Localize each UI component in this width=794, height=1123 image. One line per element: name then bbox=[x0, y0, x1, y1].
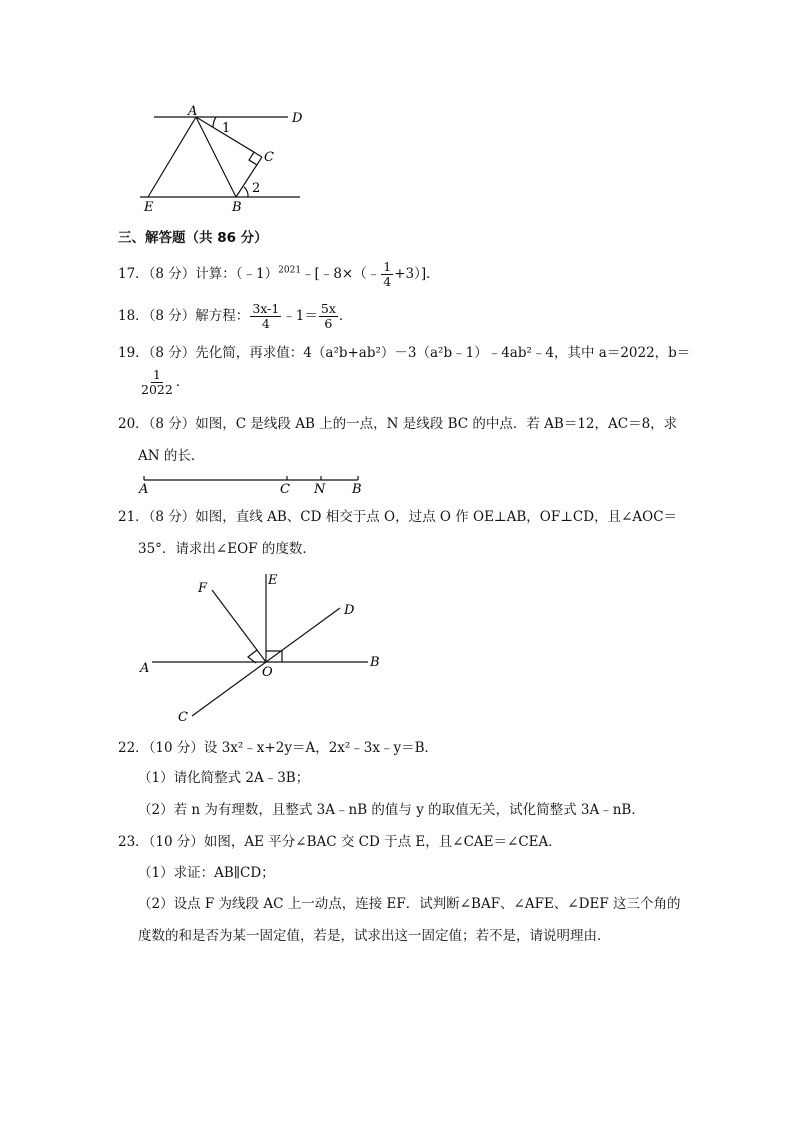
question-18: 18．（8 分）解方程： $\frac{3x-1}{4}$ ﹣1＝ $\frac{5x}{6}$ ． bbox=[118, 301, 353, 331]
question-23-part1: （1）求证：AB∥CD； bbox=[138, 865, 275, 881]
label-A: A bbox=[188, 104, 198, 119]
question-22-part1: （1）请化简整式 2A﹣3B； bbox=[138, 770, 310, 786]
question-22-part2: （2）若 n 为有理数，且整式 3A﹣nB 的值与 y 的取值无关，试化简整式 3A﹣nB． bbox=[138, 802, 645, 818]
label-C: C bbox=[178, 710, 188, 725]
question-21-line2: 35°．请求出∠EOF 的度数． bbox=[138, 541, 316, 557]
question-23-part2: （2）设点 F 为线段 AC 上一动点，连接 EF．试判断∠BAF、∠AFE、∠DEF 这三个角的 bbox=[138, 896, 681, 912]
label-C: C bbox=[280, 482, 290, 497]
label-B: B bbox=[370, 655, 380, 670]
label-angle-1: 1 bbox=[222, 121, 231, 136]
label-D: D bbox=[344, 603, 355, 618]
label-E: E bbox=[144, 200, 154, 215]
label-B: B bbox=[352, 482, 362, 497]
label-A: A bbox=[139, 482, 149, 497]
question-19-line1: 19．（8 分）先化简，再求值：4（a²b+ab²）－3（a²b﹣1）﹣4ab²﹣4，其中 a＝2022，b＝ bbox=[118, 345, 691, 361]
figure-triangle-parallel bbox=[130, 100, 330, 220]
question-23-line1: 23．（10 分）如图，AE 平分∠BAC 交 CD 于点 E，且∠CAE＝∠CEA． bbox=[118, 834, 562, 850]
label-A: A bbox=[140, 661, 150, 676]
question-22-line1: 22．（10 分）设 3x²﹣x+2y＝A，2x²﹣3x﹣y＝B． bbox=[118, 740, 439, 756]
question-17: 17．（8 分）计算：（﹣1）$^{2021}$﹣[﹣8×（﹣ $\frac{1}{4}$ +3）]． bbox=[118, 259, 440, 289]
label-E: E bbox=[268, 573, 278, 588]
question-19-line2: $\frac{1}{2022}$ ． bbox=[141, 367, 190, 397]
question-23-part2-cont: 度数的和是否为某一固定值，若是，试求出这一固定值；若不是，请说明理由． bbox=[138, 928, 611, 944]
label-D: D bbox=[292, 111, 303, 126]
figure-intersecting-lines bbox=[130, 568, 390, 728]
question-20-line2: AN 的长． bbox=[138, 448, 205, 464]
label-B: B bbox=[232, 200, 242, 215]
label-O: O bbox=[262, 665, 273, 680]
label-C: C bbox=[264, 150, 274, 165]
section-heading: 三、解答题（共 86 分） bbox=[118, 230, 268, 246]
label-angle-2: 2 bbox=[252, 181, 261, 196]
label-N: N bbox=[314, 482, 326, 497]
question-20-line1: 20．（8 分）如图，C 是线段 AB 上的一点，N 是线段 BC 的中点．若 AB＝12，AC＝8，求 bbox=[118, 416, 678, 432]
label-F: F bbox=[198, 581, 208, 596]
question-21-line1: 21．（8 分）如图，直线 AB、CD 相交于点 O，过点 O 作 OE⊥AB，OF⊥CD，且∠AOC＝ bbox=[118, 509, 678, 525]
figure-segment bbox=[136, 472, 376, 500]
